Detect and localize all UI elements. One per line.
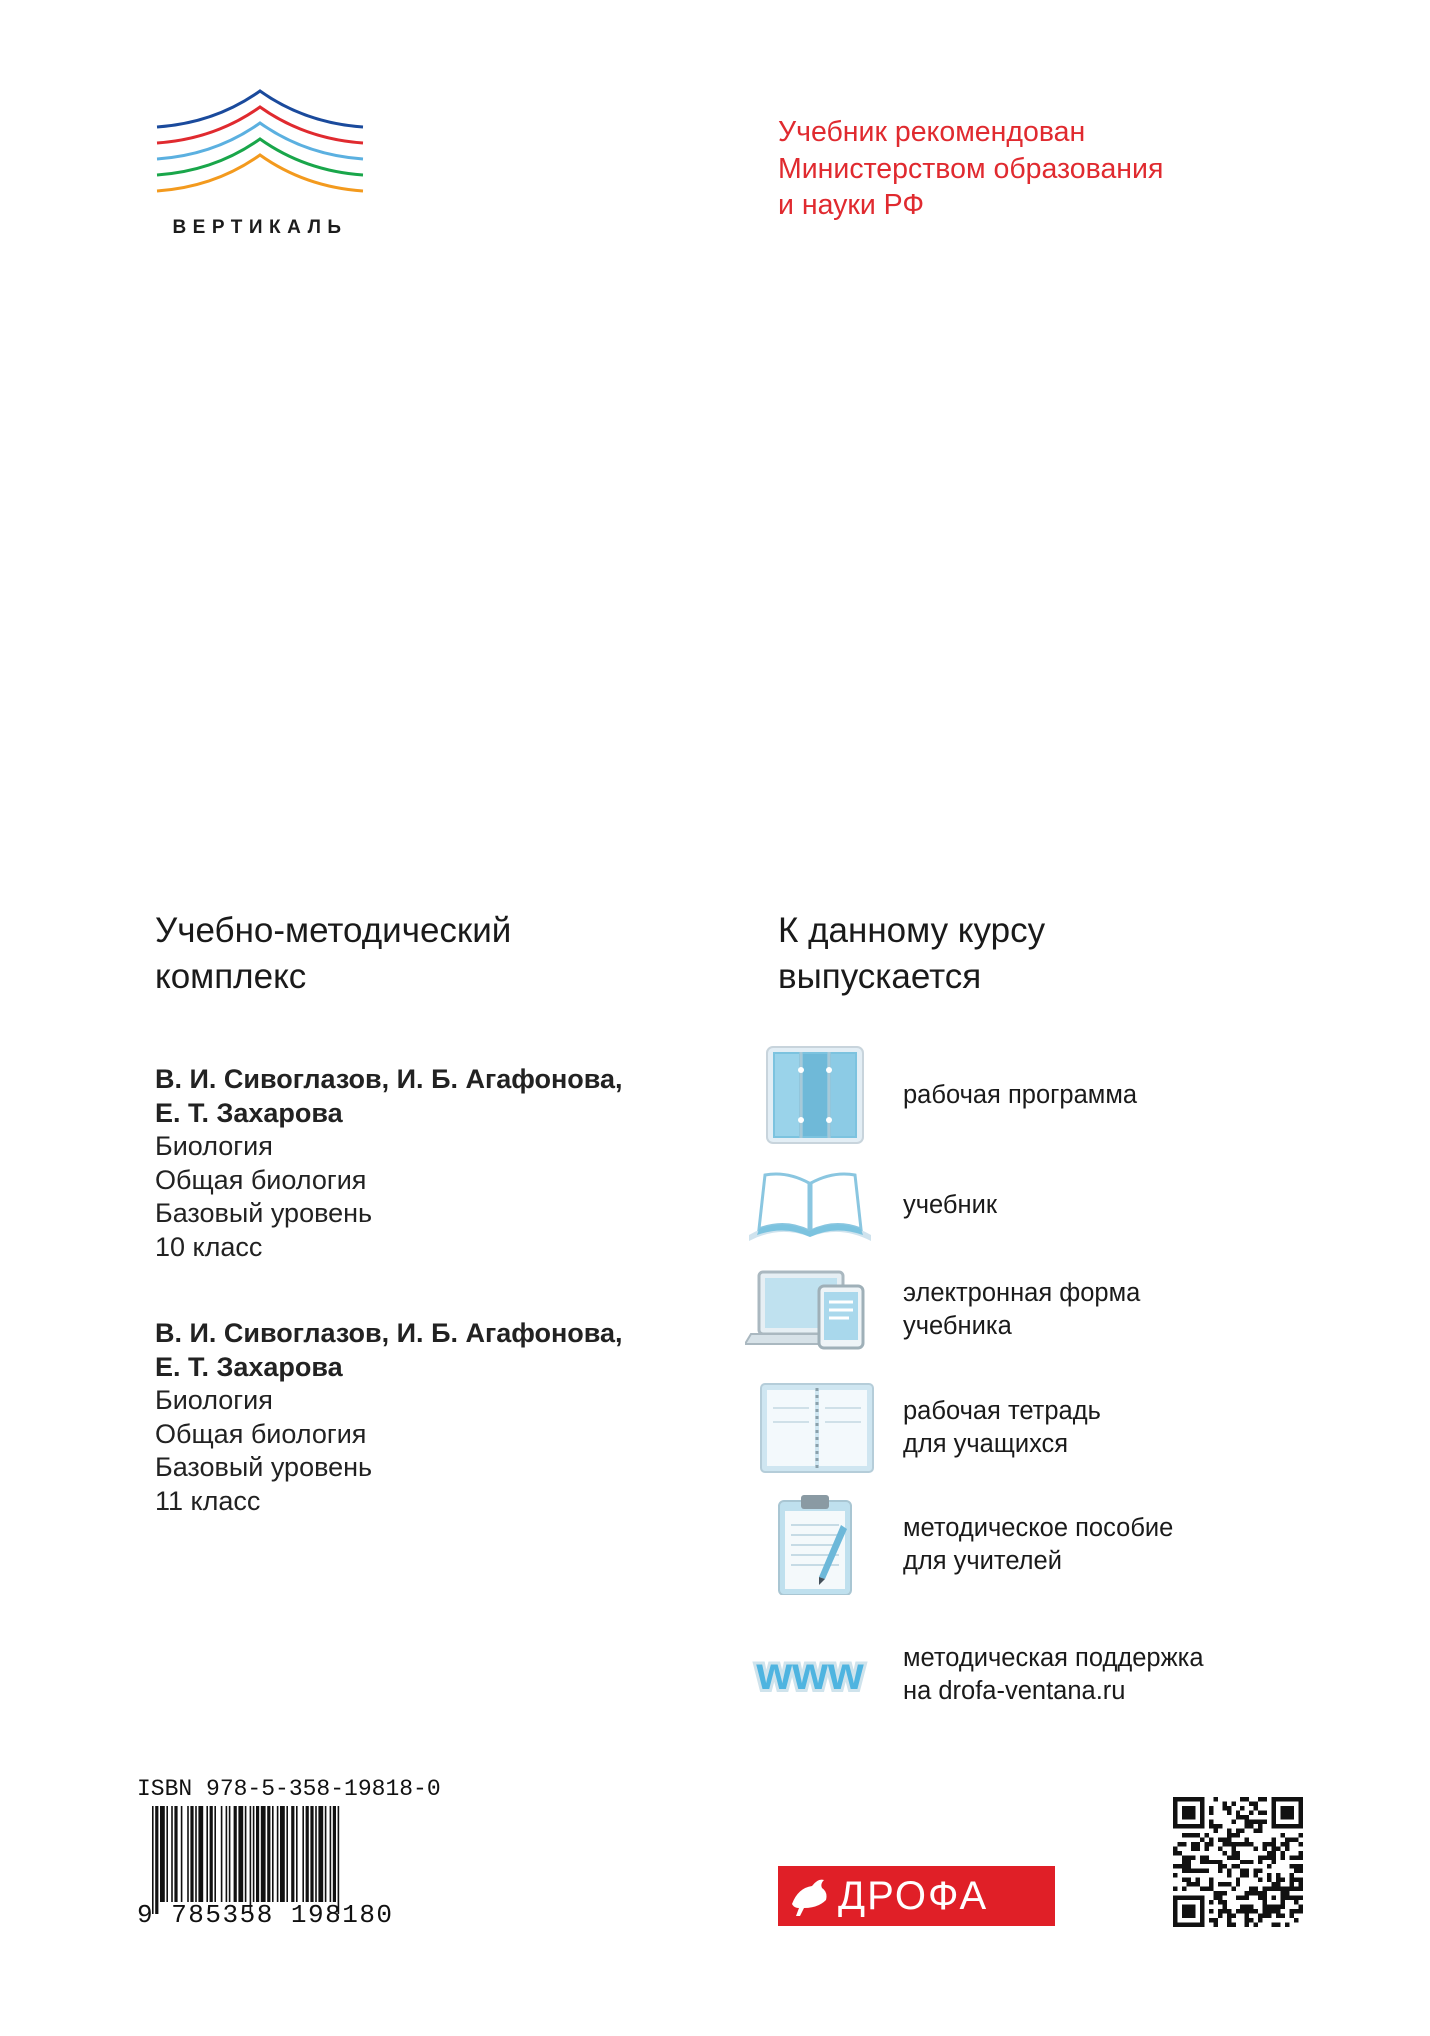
umk-heading [155,908,511,1000]
open-book-icon [745,1155,875,1255]
recommendation-notice [778,114,1338,224]
book-grade: 10 класс [155,1231,263,1262]
product-label-line: рабочая тетрадь [903,1397,1101,1425]
product-label [903,1378,1101,1478]
logo-text: ВЕРТИКАЛЬ [172,217,348,238]
bustard-bird-icon [788,1874,832,1918]
product-label [903,1625,1204,1725]
book-subject: Биология [155,1131,273,1161]
product-label-line: методическая поддержка [903,1644,1204,1672]
book-level: Базовый уровень [155,1198,373,1228]
product-label [903,1155,997,1255]
product-work-program [745,1045,1385,1145]
book-grade: 11 класс [155,1485,261,1516]
product-label [903,1495,1173,1595]
book-entry-grade-10 [155,1063,715,1264]
product-label-line: рабочая программа [903,1080,1138,1109]
book-authors: Е. Т. Захарова [155,1351,343,1382]
devices-icon [745,1260,875,1360]
product-electronic-textbook [745,1260,1385,1360]
recommendation-line: и науки РФ [778,189,925,221]
book-course: Общая биология [155,1164,367,1195]
product-label-line: учебника [903,1312,1012,1340]
product-label-line: для учащихся [903,1430,1069,1458]
clipboard-icon [745,1495,875,1595]
barcode-icon [150,1806,425,1914]
publisher-name: ДРОФА [838,1874,989,1918]
course-heading-line: выпускается [778,957,982,996]
book-subject: Биология [155,1385,273,1415]
product-online-support [745,1625,1385,1725]
recommendation-line: Учебник рекомендован [778,116,1086,148]
notebook-icon [745,1378,875,1478]
course-heading [778,908,1045,1000]
book-level: Базовый уровень [155,1452,373,1482]
product-workbook [745,1378,1385,1478]
product-label-line: электронная форма [903,1279,1141,1307]
book-authors: В. И. Сивоглазов, И. Б. Агафонова, [155,1064,623,1094]
product-label-line: для учителей [903,1547,1062,1575]
book-authors: В. И. Сивоглазов, И. Б. Агафонова, [155,1318,623,1348]
product-label [903,1260,1140,1360]
www-icon [745,1625,875,1725]
www-icon-text: www [756,1647,864,1699]
publisher-logo [778,1866,1055,1926]
book-entry-grade-11 [155,1317,715,1518]
umk-heading-line: комплекс [155,957,307,996]
product-textbook [745,1155,1385,1255]
recommendation-line: Министерством образования [778,152,1164,185]
barcode-digits: 9 785358 198180 [137,1900,394,1930]
product-label-line: учебник [903,1190,998,1219]
publisher-series-logo [155,85,365,245]
qr-code-icon [1173,1797,1303,1927]
product-label-line: методическое пособие [903,1514,1174,1542]
binder-icon [745,1045,875,1145]
product-label-line: на drofa-ventana.ru [903,1677,1126,1705]
book-authors: Е. Т. Захарова [155,1097,343,1128]
umk-heading-line: Учебно-методический [155,911,512,950]
course-heading-line: К данному курсу [778,911,1046,950]
product-teacher-guide [745,1495,1385,1595]
isbn-text: ISBN 978-5-358-19818-0 [137,1776,441,1802]
book-course: Общая биология [155,1418,367,1449]
roof-lines-icon [155,85,365,213]
product-label [903,1045,1137,1145]
